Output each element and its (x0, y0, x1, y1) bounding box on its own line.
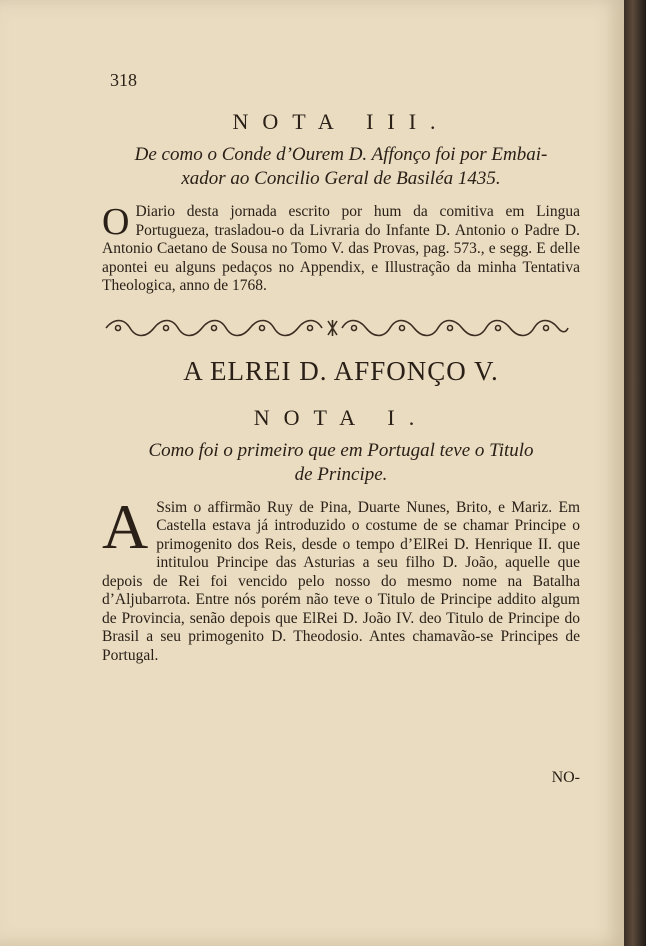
page-footer (102, 769, 580, 799)
ornament-divider (102, 318, 572, 338)
page-number: 318 (110, 70, 137, 90)
nota-i-subtitle (102, 439, 580, 487)
nota-i-dropcap: A (102, 490, 149, 562)
nota-iii-dropcap: O (102, 201, 130, 243)
nota-iii-paragraph (102, 203, 580, 296)
nota-iii-body: Diario desta jornada escrito por hum da comitiva em Lingua Portugueza, trasladou-o da Livraria do Infante D. Antonio o Padre D. Antonio Caetano de Sousa no Tomo V. das Provas, pag. 573., e segg. E delle apontei eu alguns pedaços no Appendix, e Illustração da minha Tentativa Theologica, anno de 1768. (102, 203, 580, 294)
nota-iii-subtitle (102, 143, 580, 191)
nota-i-heading: NOTA I. (253, 404, 429, 430)
catchword: NO- (551, 769, 580, 786)
nota-i-subtitle-line-1: Como foi o primeiro que em Portugal teve o Titulo (148, 439, 534, 461)
page-content (102, 70, 580, 799)
nota-i-subtitle-line-2: de Principe. (294, 463, 388, 485)
nota-i-paragraph (102, 490, 580, 666)
ornament-scroll-left (106, 320, 322, 335)
nota-iii-subtitle-line-1: De como o Conde d’Ourem D. Affonço foi por Embai- (134, 144, 548, 165)
nota-iii-subtitle-line-2: xador ao Concilio Geral de Basiléa 1435. (181, 168, 501, 189)
section-title: A ELREI D. AFFONÇO V. (183, 355, 499, 386)
ornament-scroll-right (342, 320, 568, 335)
book-edge (624, 0, 646, 946)
nota-i-body: Ssim o affirmão Ruy de Pina, Duarte Nunes, Brito, e Mariz. Em Castella estava já introduzido o costume de se chamar Principe o primogenito dos Reis, desde o tempo d’ElRei D. Henrique II. que intitulou Principe das Asturias a seu filho D. João, aquelle que depois de Rei foi vencido pelo nosso do mesmo nome na Batalha d’Aljubarrota. Entre nós porém não teve o Titulo de Principe addito algum de Provincia, senão depois que ElRei D. João IV. deo Titulo de Principe do Brasil a seu primogenito D. Theodosio. Antes chamavão-se Principes de Portugal. (102, 498, 580, 664)
nota-iii-heading: NOTA III. (232, 109, 450, 134)
ornament-center-mark (328, 320, 337, 336)
